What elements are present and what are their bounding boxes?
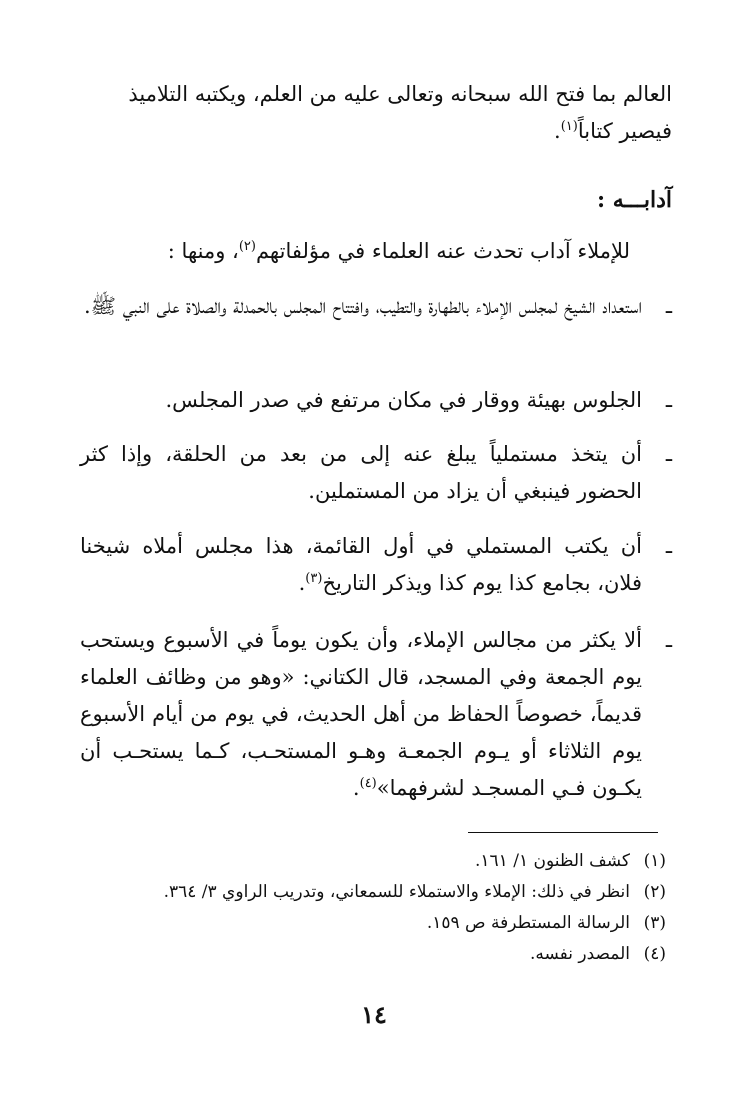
- page-number: ١٤: [361, 1000, 387, 1029]
- item-2-text: الجلوس بهيئة ووقار في مكان مرتفع في صدر المجلس.: [165, 388, 642, 412]
- footnote-text: كشف الظنون ١/ ١٦١.: [474, 851, 630, 871]
- list-item: [80, 528, 672, 602]
- paragraph-top: [80, 76, 672, 150]
- bullet-dash: ـ: [665, 294, 672, 318]
- footnotes: [86, 846, 666, 970]
- footnote: [86, 846, 666, 877]
- footnote: [86, 877, 666, 908]
- paragraph-top-text: العالم بما فتح الله سبحانه وتعالى عليه من العلم، ويكتبه التلاميذ فيصير كتاباً: [128, 82, 672, 143]
- bullet-dash: ـ: [665, 388, 672, 412]
- list-item-text: [80, 436, 642, 510]
- item-5-end: .: [352, 776, 360, 800]
- footnote-ref-3[interactable]: (٣): [305, 571, 323, 586]
- bullet-dash: ـ: [665, 628, 672, 652]
- footnote-ref-4[interactable]: (٤): [359, 776, 377, 791]
- intro-end: ، ومنها :: [167, 239, 239, 263]
- footnote-number: (٤): [643, 944, 666, 964]
- footnote: [86, 908, 666, 939]
- footnote-ref-1[interactable]: (١): [560, 119, 578, 134]
- footnote-number: (١): [643, 851, 666, 871]
- item-3-text: أن يتخذ مستملياً يبلغ عنه إلى من بعد من الحلقة، وإذا كثر الحضور فينبغي أن يزاد من المستملين.: [80, 442, 642, 503]
- footnote-ref-2[interactable]: (٢): [238, 239, 256, 254]
- section-heading: آدابـــه :: [596, 187, 672, 213]
- intro-line: [168, 234, 630, 268]
- list-item: [80, 436, 672, 510]
- list-item: [80, 382, 672, 419]
- footnote-text: الرسالة المستطرفة ص ١٥٩.: [426, 913, 630, 933]
- footnote-text: انظر في ذلك: الإملاء والاستملاء للسمعاني، وتدريب الراوي ٣/ ٣٦٤.: [163, 882, 630, 902]
- list-item: [80, 622, 672, 807]
- item-4-end: .: [298, 571, 306, 595]
- item-4-text: أن يكتب المستملي في أول القائمة، هذا مجلس أملاه شيخنا فلان، بجامع كذا يوم كذا ويذكر التاريخ: [80, 534, 642, 595]
- footnote-text: المصدر نفسه.: [529, 944, 630, 964]
- list-item-text: [80, 528, 642, 602]
- bullet-dash: ـ: [665, 442, 672, 466]
- footnote-separator: [468, 832, 658, 833]
- list-item-text: [80, 622, 642, 807]
- item-1-text: استعداد الشيخ لمجلس الإملاء بالطهارة والتطيب، وافتتاح المجلس بالحمدلة والصلاة على النبي ﷺ.: [83, 294, 642, 318]
- intro-text: للإملاء آداب تحدث عنه العلماء في مؤلفاتهم: [255, 239, 630, 263]
- list-item: [80, 288, 672, 325]
- footnote-number: (٣): [643, 913, 666, 933]
- paragraph-top-end: .: [554, 119, 561, 143]
- bullet-dash: ـ: [665, 534, 672, 558]
- list-item-text: [80, 382, 642, 419]
- footnote: [86, 939, 666, 970]
- list-item-text: [80, 288, 642, 325]
- item-5-text: ألا يكثر من مجالس الإملاء، وأن يكون يوماً في الأسبوع ويستحب يوم الجمعة وفي المسجد، قال الكتاني: «وهو من وظائف العلماء قديماً، خصوصاً الحفاظ من أهل الحديث، في يوم من أيام الأسبوع يوم الثلاثاء أو يـوم الجمعـة وهـو المستحـب، كـما يستحـب أن يكـون فـي المسجـد لشرفهما»: [80, 628, 642, 800]
- footnote-number: (٢): [643, 882, 666, 902]
